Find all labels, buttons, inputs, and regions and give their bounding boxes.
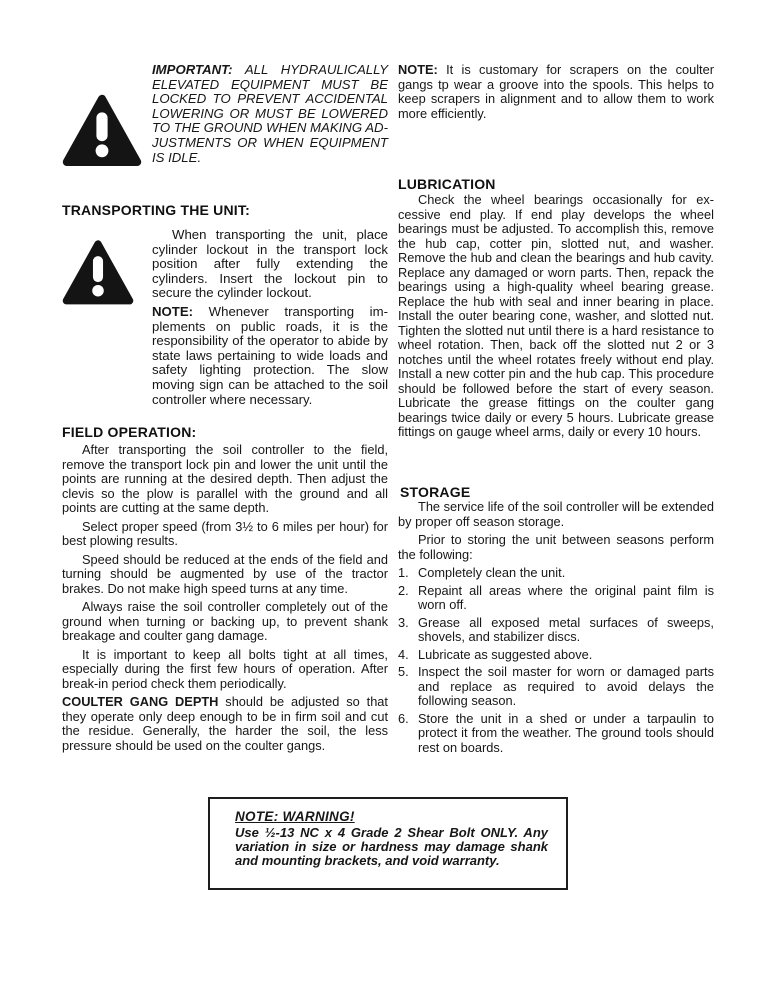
list-text: Store the unit in a shed or under a tarpaulin to protect it from the weather. The ground tools should rest on boards. bbox=[418, 710, 714, 755]
field-operation-para: Speed should be reduced at the ends of the field and turning should be augmented by use of the tractor brakes. Do not make high speed turns at any time. bbox=[62, 551, 388, 596]
warning-triangle-icon bbox=[62, 63, 142, 177]
important-notice-section bbox=[62, 63, 388, 177]
warning-box-title: NOTE: WARNING! bbox=[235, 809, 355, 824]
field-operation-para: Select proper speed (from 3½ to 6 miles per hour) for best plowing results. bbox=[62, 518, 388, 548]
storage-list-item bbox=[398, 665, 714, 709]
storage-list-item bbox=[398, 566, 714, 581]
storage-list-item bbox=[398, 584, 714, 613]
list-text: Lubricate as suggested above. bbox=[418, 646, 593, 662]
coulter-gang-depth-lead: COULTER GANG DEPTH bbox=[62, 694, 219, 709]
list-number: 1. bbox=[398, 565, 409, 580]
storage-list-item bbox=[398, 712, 714, 756]
list-number: 6. bbox=[398, 710, 409, 726]
warning-box-body: Use ½-13 NC x 4 Grade 2 Shear Bolt ONLY. Any variation in size or hardness may damage shank and mounting brackets, and void warranty. bbox=[235, 824, 548, 869]
field-operation-para: After transporting the soil controller to the field, remove the transport lock pin and lower the unit until the points are running at the desired depth. Then adjust the clevis so the plow is parallel with the ground and all points are cutting at the same depth. bbox=[62, 442, 388, 515]
storage-section bbox=[398, 500, 714, 758]
storage-list-item bbox=[398, 648, 714, 663]
section-heading-storage: STORAGE bbox=[400, 484, 471, 500]
coulter-gang-depth-para bbox=[62, 695, 388, 753]
note-body: It is customary for scrapers on the coulter gangs tp wear a groove into the spools. This helps to keep scrapers in alignment and to allow them to work more efficiently. bbox=[398, 62, 714, 121]
important-notice-text bbox=[152, 63, 388, 177]
transporting-para: When transporting the unit, place cylinder lockout in the transport lock position after fully extending the cylinders. Insert the lockout pin to secure the cylinder lockout. bbox=[152, 227, 388, 301]
storage-para: Prior to storing the unit between seasons perform the following: bbox=[398, 532, 714, 562]
warning-triangle-icon bbox=[62, 228, 134, 407]
important-body: ALL HYDRAULICALLY ELEVATED EQUIPMENT MUST BE LOCKED TO PREVENT ACCIDENTAL LOWERING OR MUST BE LOWERED TO THE GROUND WHEN MAKING ADJUSTMENTS OR WHEN EQUIPMENT IS IDLE. bbox=[152, 62, 388, 165]
section-heading-lubrication: LUBRICATION bbox=[398, 176, 496, 192]
transporting-note bbox=[152, 305, 388, 407]
list-number: 2. bbox=[398, 582, 409, 598]
list-number: 5. bbox=[398, 664, 409, 679]
section-heading-field-operation: FIELD OPERATION: bbox=[62, 424, 197, 440]
field-operation-section bbox=[62, 443, 388, 753]
coulter-note-para bbox=[398, 63, 714, 121]
lubrication-para: Check the wheel bearings occasionally for excessive end play. If end play develops the wheel bearings must be adjusted. To accomplish this, remove the hub cap, cotter pin, slotted nut, and washer. Remove the hub and clean the bearings and hub cavity. Replace any damaged or worn parts. Then, repack the bearings using a high-quality wheel bearing grease. Replace the hub with seal and inner bearing in place. Install the outer bearing cone, washer, and slotted nut. Tighten the slotted nut until there is a hard resistance to wheel rotation. Then, back off the slotted nut 2 or 3 notches until the wheel rotates freely without end play. Install a new cotter pin and the hub cap. This procedure should be followed before the start of every season. Lubricate the grease fittings on the coulter gang bearings twice daily or every 5 hours. Lubricate grease fittings on gauge wheel arms, daily or every 10 hours. bbox=[398, 192, 714, 439]
list-text: Grease all exposed metal surfaces of sweeps, shovels, and stabilizer discs. bbox=[418, 614, 714, 644]
important-lead: IMPORTANT: bbox=[152, 62, 233, 77]
shear-bolt-warning-box bbox=[208, 797, 568, 890]
list-text: Inspect the soil master for worn or damaged parts and replace as required to avoid delays the following season. bbox=[418, 664, 714, 708]
list-number: 3. bbox=[398, 614, 409, 630]
transporting-text bbox=[152, 228, 388, 407]
coulter-gang-depth-body: should be adjusted so that they operate only deep enough to be in firm soil and cut the residue. Generally, the harder the soil, the less pressure should be used on the coulter gangs. bbox=[62, 694, 388, 753]
storage-para: The service life of the soil controller will be extended by proper off season storage. bbox=[398, 499, 714, 529]
list-number: 4. bbox=[398, 646, 409, 662]
section-heading-transporting: TRANSPORTING THE UNIT: bbox=[62, 202, 250, 218]
field-operation-para: Always raise the soil controller completely out of the ground when turning or backing up, to prevent shank breakage and coulter gang damage. bbox=[62, 599, 388, 643]
note-body: Whenever transporting implements on public roads, it is the responsibility of the operator to abide by state laws pertaining to wide loads and safety lighting protection. The slow moving sign can be attached to the soil controller where necessary. bbox=[152, 303, 388, 407]
list-text: Repaint all areas where the original paint film is worn off. bbox=[418, 582, 714, 612]
list-text: Completely clean the unit. bbox=[418, 565, 566, 580]
field-operation-para: It is important to keep all bolts tight at all times, especially during the first few hours of operation. After break-in period check them periodically. bbox=[62, 646, 388, 691]
note-lead: NOTE: bbox=[398, 62, 438, 77]
note-lead: NOTE: bbox=[152, 303, 194, 319]
transporting-section bbox=[62, 228, 388, 407]
storage-list-item bbox=[398, 616, 714, 645]
